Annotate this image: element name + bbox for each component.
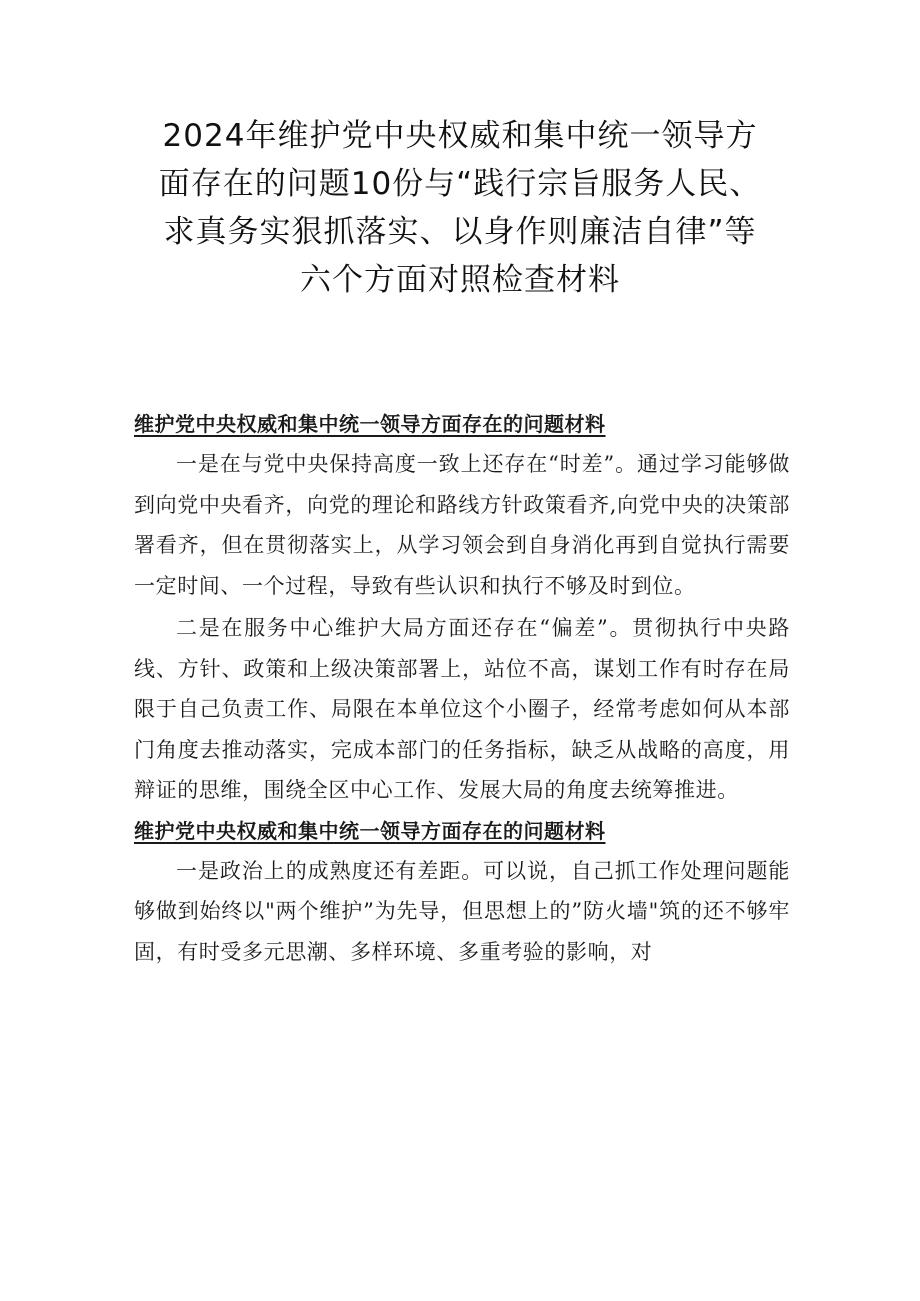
section-heading: 维护党中央权威和集中统一领导方面存在的问题材料 bbox=[134, 412, 606, 436]
document-body bbox=[134, 404, 790, 972]
title-line: 2024年维护党中央权威和集中统一领导方 bbox=[162, 118, 758, 154]
section-heading: 维护党中央权威和集中统一领导方面存在的问题材料 bbox=[134, 818, 606, 843]
paragraph: 一是政治上的成熟度还有差距。可以说，自己抓工作处理问题能够做到始终以"两个维护”为先导，但思想上的”防火墙"筑的还不够牢固，有时受多元思潮、多样环境、多重考验的影响，对 bbox=[134, 858, 790, 964]
title-line: 六个方面对照检查材料 bbox=[300, 262, 620, 298]
paragraph: 二是在服务中心维护大局方面还存在“偏差”。贯彻执行中央路线、方针、政策和上级决策部署上，站位不高，谋划工作有时存在局限于自己负责工作、局限在本单位这个小圈子，经常考虑如何从本部门角度去推动落实，完成本部门的任务指标，缺乏从战略的高度，用辩证的思维，围绕全区中心工作、发展大局的角度去统筹推进。 bbox=[134, 616, 790, 802]
paragraph: 一是在与党中央保持高度一致上还存在“时差”。通过学习能够做到向党中央看齐，向党的理论和路线方针政策看齐,向党中央的决策部署看齐，但在贯彻落实上，从学习领会到自身消化再到自觉执行需要一定时间、一个过程，导致有些认识和执行不够及时到位。 bbox=[134, 452, 790, 598]
title-line: 面存在的问题10份与“践行宗旨服务人民、 bbox=[158, 166, 762, 202]
document-title bbox=[120, 112, 800, 304]
title-line: 求真务实狠抓落实、以身作则廉洁自律”等 bbox=[163, 214, 757, 250]
